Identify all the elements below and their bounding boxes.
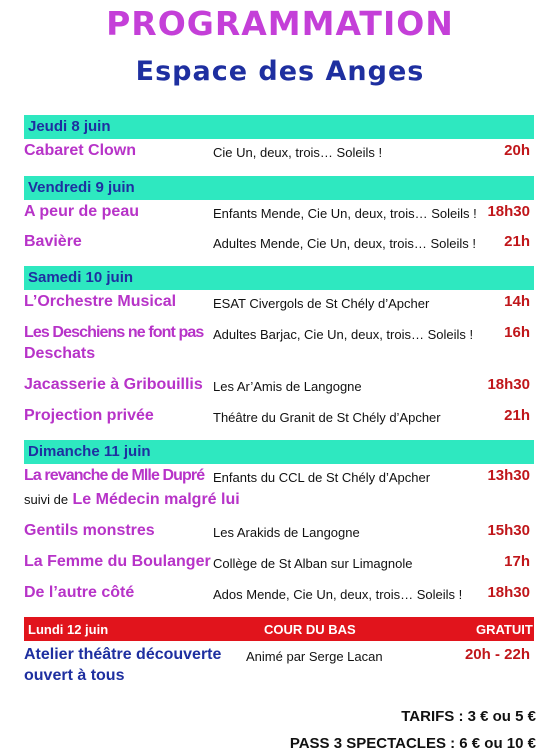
day-date: Vendredi 9 juin <box>28 179 135 196</box>
event-desc: Cie Un, deux, trois… Soleils ! <box>213 145 383 160</box>
event-name: Bavière <box>24 233 82 250</box>
event-desc: Ados Mende, Cie Un, deux, trois… Soleils ! <box>213 587 463 602</box>
event-name: L’Orchestre Musical <box>24 293 177 310</box>
event-name: Atelier théâtre découverte <box>24 646 222 663</box>
event-price: GRATUIT <box>476 622 533 637</box>
event-desc: Adultes Barjac, Cie Un, deux, trois… Soleils ! <box>213 327 474 342</box>
event-time: 20h - 22h <box>464 646 530 663</box>
day-date: Jeudi 8 juin <box>28 118 111 135</box>
event-desc: Collège de St Alban sur Limagnole <box>213 556 413 571</box>
event-time: 16h <box>504 324 530 341</box>
tarifs: TARIFS : 3 € ou 5 € <box>401 708 536 725</box>
day-header <box>24 440 534 464</box>
event-time: 21h <box>504 407 530 424</box>
day-header <box>24 115 534 139</box>
event-desc: Adultes Mende, Cie Un, deux, trois… Soleils ! <box>213 236 477 251</box>
event-name: La Femme du Boulanger <box>24 553 211 570</box>
page-title: PROGRAMMATION <box>106 4 454 43</box>
event-place: COUR DU BAS <box>264 622 356 637</box>
event-name: A peur de peau <box>24 203 139 220</box>
event-time: 14h <box>504 293 530 310</box>
event-name-line2: ouvert à tous <box>24 667 125 684</box>
event-name: La revanche de Mlle Dupré <box>24 467 205 484</box>
event-time: 18h30 <box>487 584 530 601</box>
pass-price: PASS 3 SPECTACLES : 6 € ou 10 € <box>289 735 536 752</box>
event-name-line2: Deschats <box>24 345 96 362</box>
event-name: Jacasserie à Gribouillis <box>24 376 203 393</box>
event-desc: Enfants Mende, Cie Un, deux, trois… Soleils ! <box>213 206 477 221</box>
event-desc: ESAT Civergols de St Chély d’Apcher <box>213 296 430 311</box>
event-suivi <box>24 491 240 509</box>
day-header <box>24 266 534 290</box>
day-header <box>24 176 534 200</box>
event-desc: Les Ar’Amis de Langogne <box>213 379 362 394</box>
event-time: 21h <box>504 233 530 250</box>
event-name: De l’autre côté <box>24 584 135 601</box>
event-desc: Animé par Serge Lacan <box>246 649 383 664</box>
day-date: Samedi 10 juin <box>28 269 134 286</box>
event-desc: Enfants du CCL de St Chély d’Apcher <box>213 470 431 485</box>
event-name: Les Deschiens ne font pas <box>24 324 204 341</box>
event-time: 18h30 <box>487 376 530 393</box>
event-time: 15h30 <box>487 522 530 539</box>
event-time: 17h <box>504 553 530 570</box>
event-desc: Théâtre du Granit de St Chély d’Apcher <box>213 410 441 425</box>
event-desc: Les Arakids de Langogne <box>213 525 360 540</box>
event-time: 13h30 <box>487 467 530 484</box>
event-name-second: Le Médecin malgré lui <box>72 491 240 508</box>
day-date: Lundi 12 juin <box>28 622 109 637</box>
day-header-red <box>24 617 534 641</box>
event-time: 20h <box>504 142 530 159</box>
event-time: 18h30 <box>487 203 530 220</box>
suivi-label: suivi de <box>24 492 69 507</box>
page-subtitle: Espace des Anges <box>135 56 425 87</box>
event-name: Cabaret Clown <box>24 142 137 159</box>
event-name: Projection privée <box>24 407 154 424</box>
event-name: Gentils monstres <box>24 522 155 539</box>
day-date: Dimanche 11 juin <box>28 443 151 460</box>
